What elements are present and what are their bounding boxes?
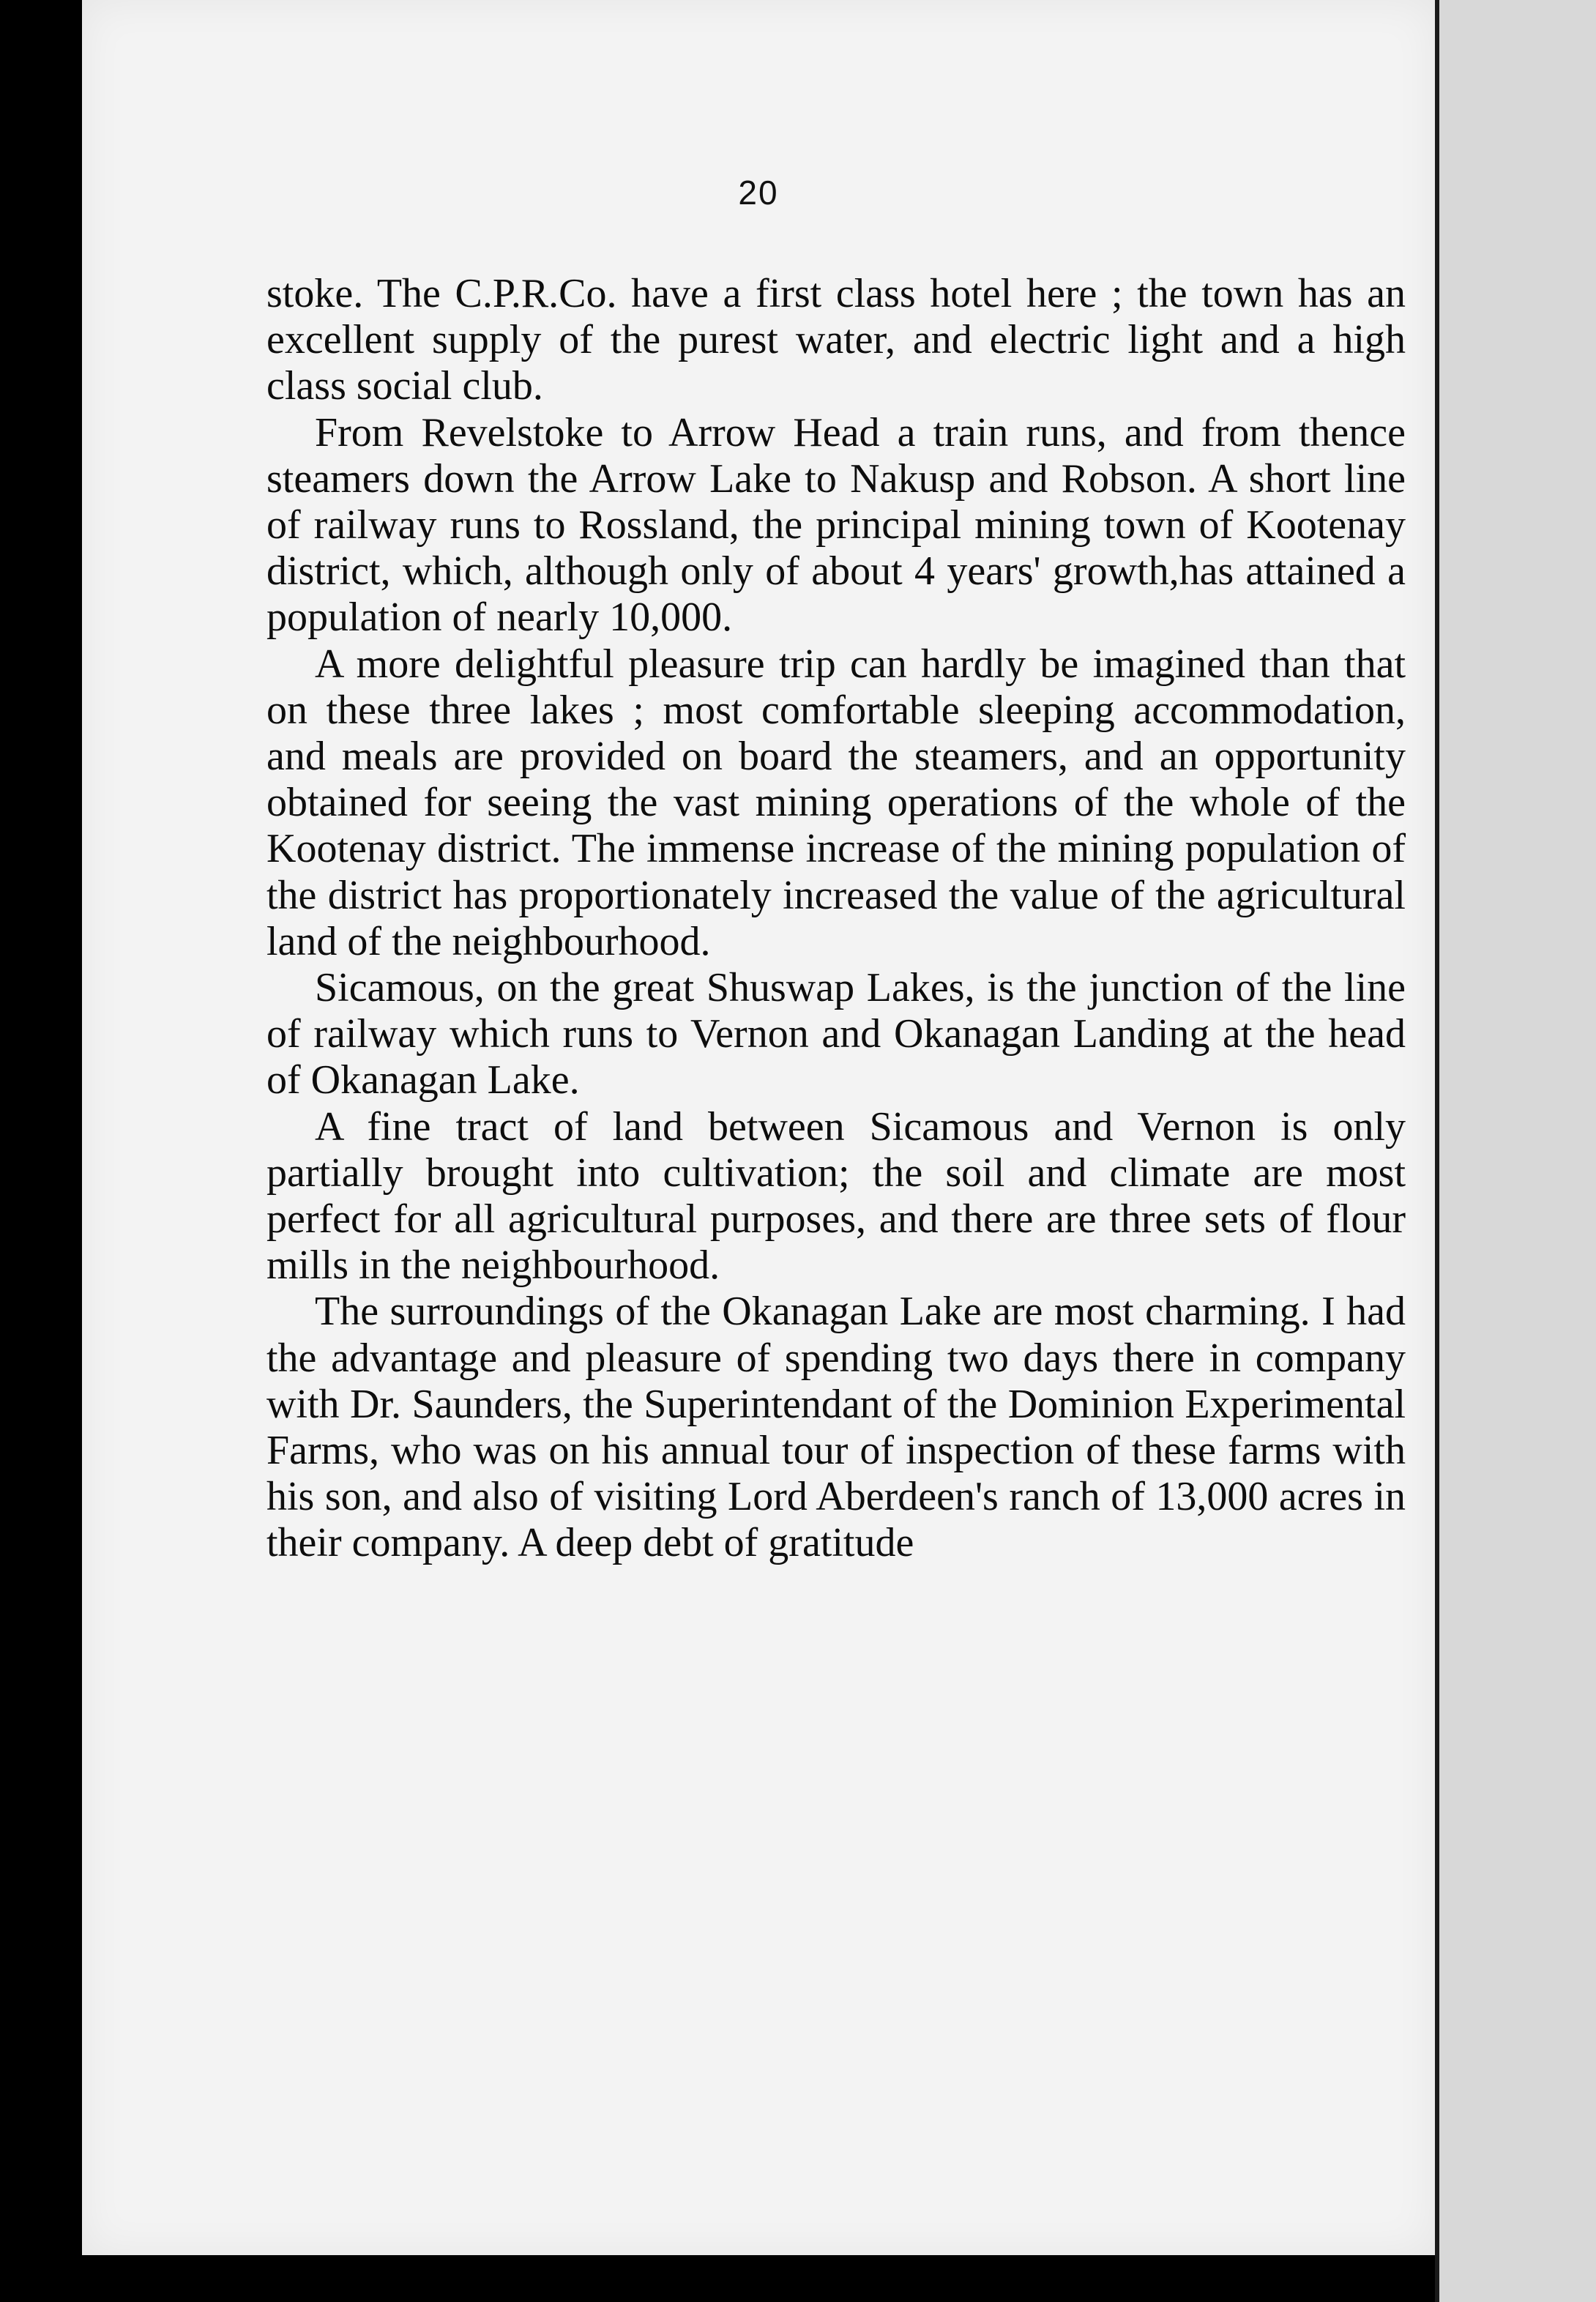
body-text — [266, 271, 1406, 1567]
adjacent-page-edge — [1435, 0, 1596, 2302]
book-page — [82, 0, 1435, 2255]
scan-background — [0, 2255, 1435, 2302]
paragraph: stoke. The C.P.R.Co. have a first class hotel here ; the town has an excellent supply of the purest water, and electric light and a high class social club. — [266, 271, 1406, 409]
page-number: 20 — [738, 174, 779, 212]
paragraph: A more delightful pleasure trip can hardly be imagined than that on these three lakes ; most comfortable sleeping accommodation, and meals are provided on board the steamers, and an opportunity obtained for seeing the vast mining operations of the whole of the Kootenay district. The immense increase of the mining population of the district has proportionately increased the value of the agricultural land of the neighbourhood. — [266, 641, 1406, 964]
paragraph: Sicamous, on the great Shuswap Lakes, is the junction of the line of railway which runs to Vernon and Okanagan Landing at the head of Okanagan Lake. — [266, 965, 1406, 1103]
paragraph: From Revelstoke to Arrow Head a train runs, and from thence steamers down the Arrow Lake to Nakusp and Robson. A short line of railway runs to Rossland, the principal mining town of Kootenay district, which, although only of about 4 years' growth,has attained a population of nearly 10,000. — [266, 409, 1406, 641]
paragraph: A fine tract of land between Sicamous and Vernon is only partially brought into cultivation; the soil and climate are most perfect for all agricultural purposes, and there are three sets of flour mills in the neighbourhood. — [266, 1103, 1406, 1289]
paragraph: The surroundings of the Okanagan Lake are most charming. I had the advantage and pleasure of spending two days there in company with Dr. Saunders, the Superintendant of the Dominion Experimental Farms, who was on his annual tour of inspection of these farms with his son, and also of visiting Lord Aberdeen's ranch of 13,000 acres in their company. A deep debt of gratitude — [266, 1289, 1406, 1566]
